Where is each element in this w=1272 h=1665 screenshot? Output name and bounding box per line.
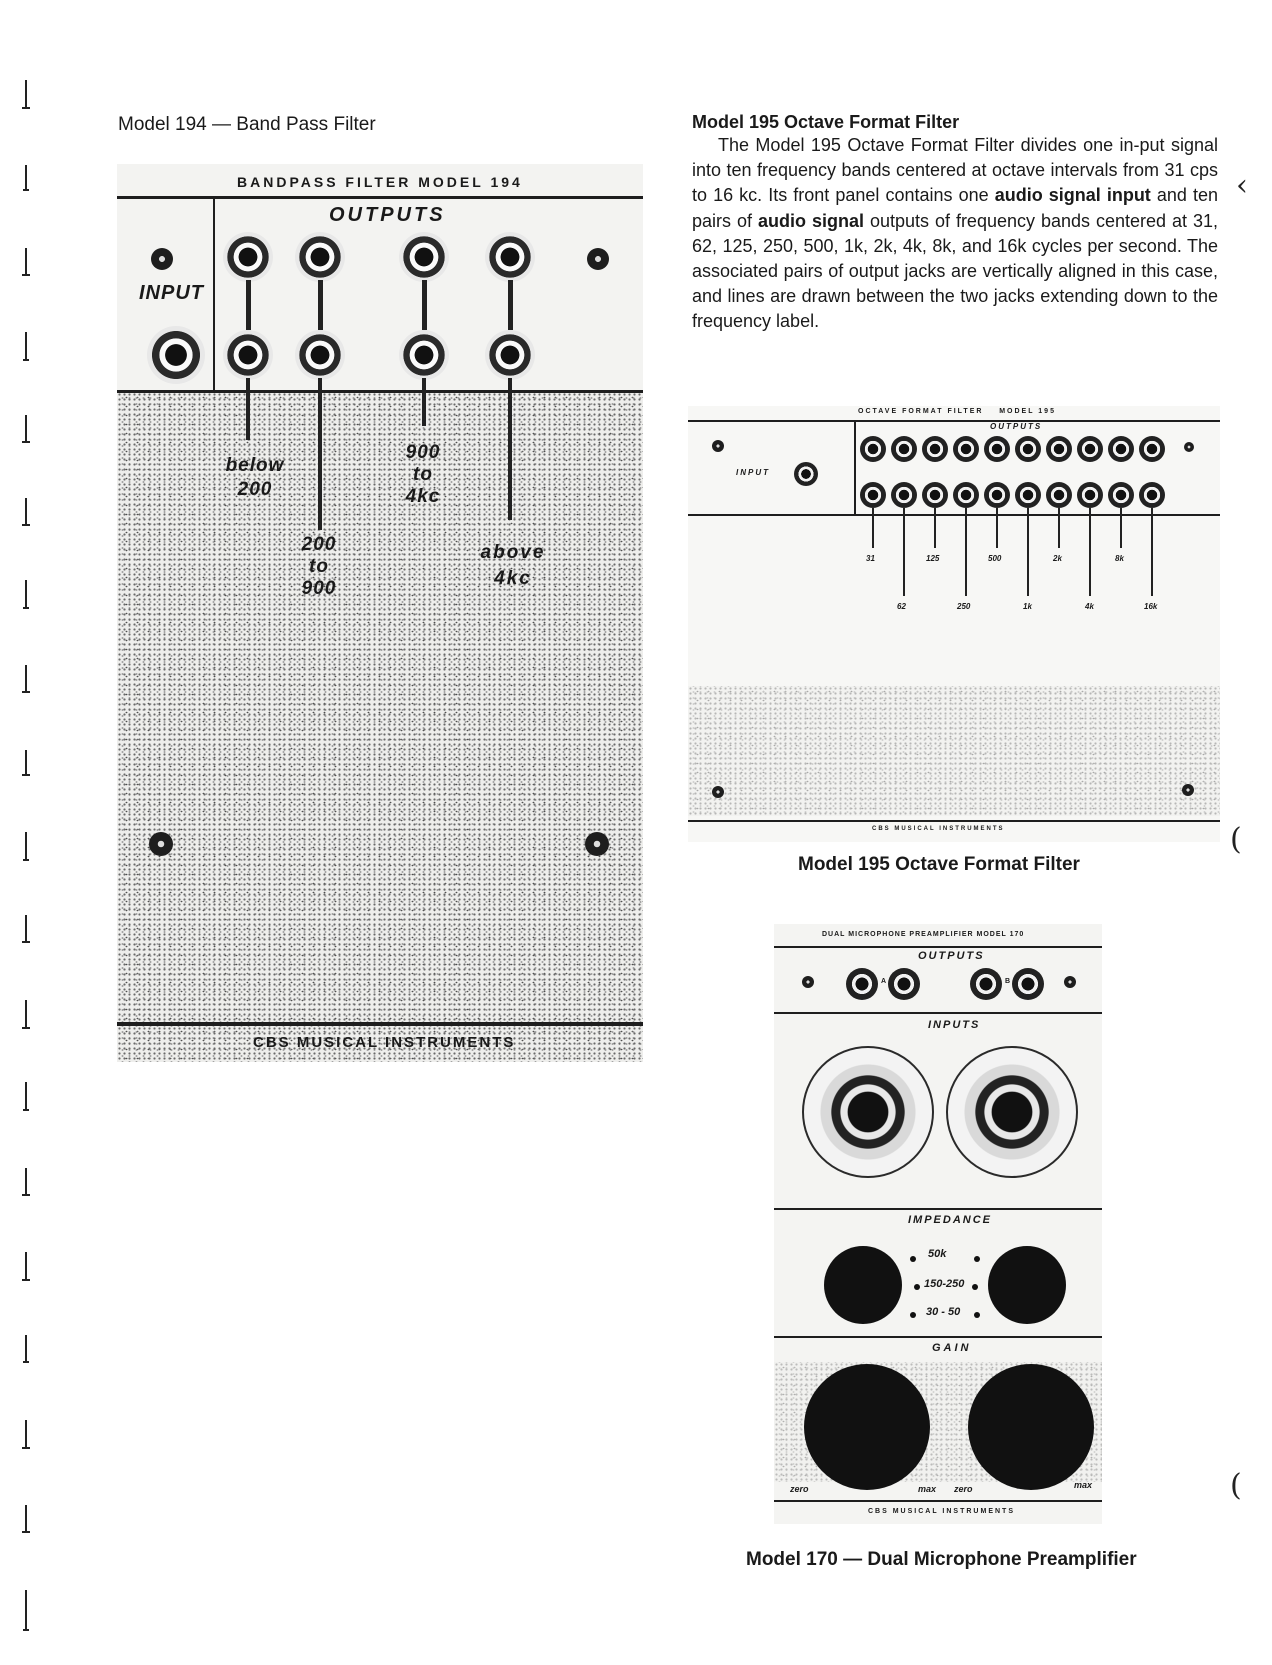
band-line [246, 280, 251, 330]
screw-icon [712, 786, 724, 798]
freq-label: 31 [866, 554, 875, 563]
output-jack[interactable] [1046, 436, 1072, 462]
freq-label: 8k [1115, 554, 1124, 563]
band-line [1089, 508, 1091, 596]
output-jack[interactable] [860, 482, 886, 508]
panel-170-rule-2 [774, 1012, 1102, 1014]
freq-label: 500 [988, 554, 1002, 563]
screw-icon [802, 976, 814, 988]
screw-icon [712, 440, 724, 452]
output-a-label: A [881, 978, 887, 985]
output-jack[interactable] [984, 482, 1010, 508]
output-jack[interactable] [1046, 482, 1072, 508]
output-jack[interactable] [1015, 436, 1041, 462]
edge-mark: ( [1230, 822, 1242, 857]
panel-170-footer: CBS MUSICAL INSTRUMENTS [868, 1508, 1015, 1515]
edge-mark: ‹ [1236, 168, 1248, 203]
output-jack[interactable] [922, 482, 948, 508]
output-jack[interactable] [953, 482, 979, 508]
freq-label: 4k [1085, 602, 1094, 611]
output-jack[interactable] [399, 232, 449, 282]
panel-194-outputs-label: OUTPUTS [329, 204, 446, 226]
model-195-panel [688, 406, 1220, 842]
band-line [1058, 508, 1060, 548]
band-label-above-4kc: above 4kc [480, 542, 546, 589]
screw-icon [1182, 784, 1194, 796]
band-label-200-900: 200 to 900 [301, 534, 337, 599]
band-line [422, 280, 427, 330]
input-jack[interactable] [794, 462, 818, 486]
panel-195-bottom-rule [688, 820, 1220, 822]
panel-195-footer: CBS MUSICAL INSTRUMENTS [872, 826, 1005, 832]
xlr-input-left[interactable] [802, 1046, 934, 1178]
model-194-panel [117, 164, 643, 1062]
panel-195-mid-rule [688, 514, 1220, 516]
band-line [996, 508, 998, 548]
output-jack[interactable] [953, 436, 979, 462]
output-jack[interactable] [891, 436, 917, 462]
impedance-knob-right[interactable] [988, 1246, 1066, 1324]
output-jack[interactable] [485, 330, 535, 380]
output-jack[interactable] [223, 232, 273, 282]
band-line [903, 508, 905, 596]
model-195-caption: Model 195 Octave Format Filter [798, 854, 1080, 875]
output-jack[interactable] [891, 482, 917, 508]
band-line [1120, 508, 1122, 548]
band-line [1027, 508, 1029, 596]
output-jack[interactable] [399, 330, 449, 380]
indicator-dot [910, 1256, 916, 1262]
panel-194-footer: CBS MUSICAL INSTRUMENTS [253, 1034, 516, 1051]
freq-label: 250 [957, 602, 971, 611]
freq-label: 16k [1144, 602, 1158, 611]
panel-194-input-label: INPUT [139, 282, 204, 304]
screw-icon [587, 248, 609, 270]
output-jack-b1[interactable] [970, 968, 1002, 1000]
output-jack[interactable] [485, 232, 535, 282]
output-jack[interactable] [223, 330, 273, 380]
impedance-30-50: 30 - 50 [926, 1306, 961, 1318]
panel-170-gain-label: GAIN [932, 1342, 972, 1354]
output-b-label: B [1005, 978, 1011, 985]
band-line [508, 280, 513, 330]
xlr-input-right[interactable] [946, 1046, 1078, 1178]
panel-195-body-texture [688, 686, 1220, 816]
panel-170-impedance-label: IMPEDANCE [908, 1214, 993, 1226]
output-jack[interactable] [1015, 482, 1041, 508]
binder-margin-marks [14, 70, 38, 1650]
panel-194-mid-rule [117, 390, 643, 393]
screw-icon [1184, 442, 1194, 452]
gain-knob-right[interactable] [968, 1364, 1094, 1490]
panel-195-outputs-label: OUTPUTS [990, 422, 1043, 431]
output-jack[interactable] [922, 436, 948, 462]
output-jack[interactable] [1108, 482, 1134, 508]
output-jack[interactable] [1108, 436, 1134, 462]
output-jack-a2[interactable] [888, 968, 920, 1000]
freq-label: 125 [926, 554, 940, 563]
impedance-50k: 50k [928, 1248, 947, 1260]
freq-label: 62 [897, 602, 906, 611]
screw-icon [585, 832, 609, 856]
indicator-dot [974, 1256, 980, 1262]
indicator-dot [910, 1312, 916, 1318]
band-line [318, 378, 322, 530]
band-label-below-200: below 200 [225, 455, 285, 500]
screw-icon [149, 832, 173, 856]
gain-left-max: max [918, 1484, 937, 1494]
output-jack[interactable] [295, 330, 345, 380]
panel-194-body [117, 392, 643, 1022]
band-line [422, 378, 426, 426]
band-line [872, 508, 874, 548]
panel-170-bottom-rule [774, 1500, 1102, 1502]
model-170-panel [774, 924, 1102, 1524]
output-jack[interactable] [1139, 436, 1165, 462]
panel-170-top-rule [774, 946, 1102, 948]
model-195-heading: Model 195 Octave Format Filter [692, 112, 960, 132]
gain-right-zero: zero [954, 1484, 973, 1494]
panel-195-title: OCTAVE FORMAT FILTER MODEL 195 [858, 408, 1056, 415]
output-jack[interactable] [295, 232, 345, 282]
panel-170-rule-4 [774, 1336, 1102, 1338]
input-jack[interactable] [147, 326, 205, 384]
model-170-caption: Model 170 — Dual Microphone Preamplifier [746, 1549, 1137, 1570]
model-194-caption: Model 194 — Band Pass Filter [118, 114, 376, 135]
band-line [246, 378, 250, 440]
indicator-dot [914, 1284, 920, 1290]
gain-left-zero: zero [790, 1484, 809, 1494]
gain-knob-left[interactable] [804, 1364, 930, 1490]
panel-170-inputs-label: INPUTS [928, 1019, 981, 1031]
freq-label: 1k [1023, 602, 1032, 611]
band-line [934, 508, 936, 548]
output-jack[interactable] [860, 436, 886, 462]
output-jack-a1[interactable] [846, 968, 878, 1000]
impedance-150-250: 150-250 [924, 1278, 965, 1290]
band-line [1151, 508, 1153, 596]
panel-170-outputs-label: OUTPUTS [918, 950, 985, 962]
edge-mark: ( [1230, 1468, 1242, 1503]
screw-icon [1064, 976, 1076, 988]
band-line [965, 508, 967, 596]
panel-195-top-rule [688, 420, 1220, 422]
output-jack[interactable] [1077, 482, 1103, 508]
output-jack[interactable] [1077, 436, 1103, 462]
output-jack-b2[interactable] [1012, 968, 1044, 1000]
panel-195-divider [854, 420, 856, 516]
band-line [508, 378, 512, 520]
screw-icon [151, 248, 173, 270]
impedance-knob-left[interactable] [824, 1246, 902, 1324]
model-195-description: The Model 195 Octave Format Filter divides one in-put signal into ten frequency bands centered at octave intervals from 31 cps to 16 kc. Its front panel contains one audio signal input and ten pairs of audio signal outputs of frequency bands centered at 31, 62, 125, 250, 500, 1k, 2k, 4k, 8k, and 16k cycles per second. The associated pairs of output jacks are vertically aligned in this case, and lines are drawn between the two jacks extending down to the frequency label. [692, 135, 1218, 332]
panel-194-top-rule [117, 196, 643, 199]
panel-170-title: DUAL MICROPHONE PREAMPLIFIER MODEL 170 [822, 931, 1025, 938]
gain-right-max: max [1074, 1480, 1093, 1490]
band-line [318, 280, 323, 330]
indicator-dot [974, 1312, 980, 1318]
panel-194-title: BANDPASS FILTER MODEL 194 [237, 174, 523, 190]
freq-label: 2k [1053, 554, 1062, 563]
panel-195-input-label: INPUT [736, 468, 770, 477]
panel-194-divider [213, 196, 215, 392]
panel-194-bottom-rule [117, 1022, 643, 1026]
output-jack[interactable] [1139, 482, 1165, 508]
indicator-dot [972, 1284, 978, 1290]
panel-170-rule-3 [774, 1208, 1102, 1210]
band-label-900-4kc: 900 to 4kc [405, 442, 441, 507]
output-jack[interactable] [984, 436, 1010, 462]
